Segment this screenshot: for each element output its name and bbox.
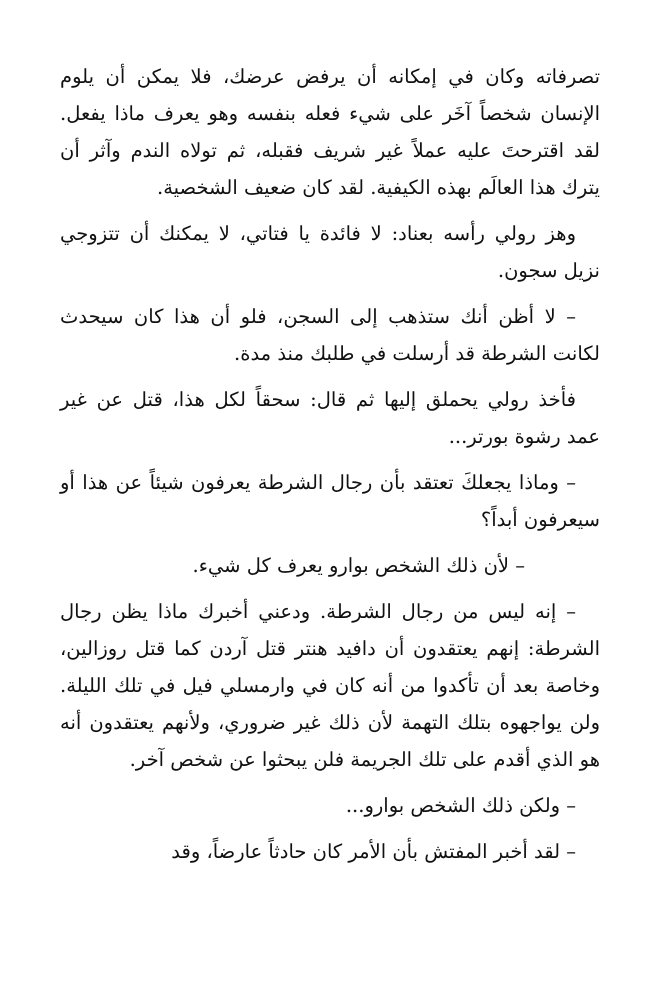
paragraph-2: وهز رولي رأسه بعناد: لا فائدة يا فتاتي، لا يمكنك أن تتزوجي نزيل سجون. [60, 222, 600, 282]
paragraph-3: – لا أظن أنك ستذهب إلى السجن، فلو أن هذا كان سيحدث لكانت الشرطة قد أرسلت في طلبك منذ مدة. [60, 305, 600, 365]
paragraph-7: – إنه ليس من رجال الشرطة. ودعني أخبرك ماذا يظن رجال الشرطة: إنهم يعتقدون أن دافيد هنتر قتل آردن كما قتل روزالين، وخاصة بعد أن تأكدوا من أنه كان في وارمسلي فيل في تلك الليلة. ولن يواجهوه بتلك التهمة لأن ذلك غير ضروري، ولأنهم يعتقدون أنه هو الذي أقدم على تلك الجريمة فلن يبحثوا عن شخص آخر. [60, 600, 600, 771]
text-column [60, 58, 600, 879]
paragraph-5: – وماذا يجعلكَ تعتقد بأن رجال الشرطة يعرفون شيئاً عن هذا أو سيعرفون أبداً؟ [60, 471, 600, 531]
paragraph-4: فأخذ رولي يحملق إليها ثم قال: سحقاً لكل هذا، قتل عن غير عمد رشوة بورتر... [60, 388, 600, 448]
paragraph-6: – لأن ذلك الشخص بوارو يعرف كل شيء. [192, 554, 525, 577]
paragraph-8: – ولكن ذلك الشخص بوارو... [345, 794, 576, 817]
paragraph-9: – لقد أخبر المفتش بأن الأمر كان حادثاً عارضاً، وقد [171, 840, 576, 863]
paragraph-1: تصرفاته وكان في إمكانه أن يرفض عرضك، فلا يمكن أن يلوم الإنسان شخصاً آخَر على شيء فعله بنفسه وهو يعرف ماذا يفعل. لقد اقترحتَ عليه عملاً غير شريف فقبله، ثم تولاه الندم وآثر أن يترك هذا العالَم بهذه الكيفية. لقد كان ضعيف الشخصية. [60, 65, 600, 199]
